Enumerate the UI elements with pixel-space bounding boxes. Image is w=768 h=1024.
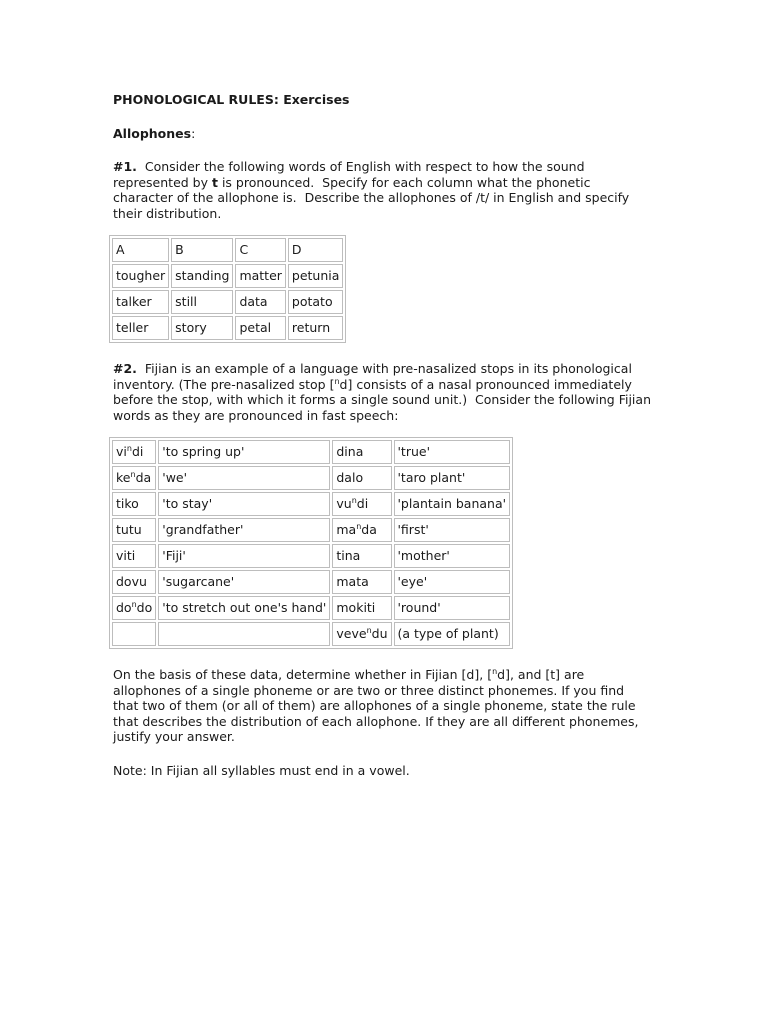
word-part: da xyxy=(135,470,152,486)
table-cell: talker xyxy=(112,290,169,314)
gloss-cell: 'first' xyxy=(394,518,511,542)
fijian-word-cell xyxy=(332,622,391,646)
prenasal-mark: n xyxy=(351,496,357,506)
table-row xyxy=(112,596,510,620)
table-cell: C xyxy=(235,238,285,262)
word-part: vu xyxy=(336,496,352,512)
word-part: vi xyxy=(116,444,127,460)
word-part: mokiti xyxy=(336,600,376,616)
gloss-cell: 'to spring up' xyxy=(158,440,330,464)
word-part: veve xyxy=(336,626,367,642)
table-cell: matter xyxy=(235,264,285,288)
exercise-1-bold-t: t xyxy=(211,174,218,190)
word-part: dalo xyxy=(336,470,364,486)
gloss-cell: 'plantain banana' xyxy=(394,492,511,516)
fijian-words-table xyxy=(109,437,513,649)
english-t-table xyxy=(109,235,346,343)
basis-text-b: d], and [t] are allophones of a single phoneme or are two or three distinct phonemes. If you find that two of them (or all of them) are allophones of a single phoneme, state the rule that describes the distribution of each allophone. If they are all different phonemes, justify your answer. xyxy=(113,667,639,744)
gloss-cell: 'true' xyxy=(394,440,511,464)
section-colon: : xyxy=(191,125,196,141)
table-cell: D xyxy=(288,238,344,262)
fijian-word-cell xyxy=(332,518,391,542)
table-row xyxy=(112,264,343,288)
table-cell: A xyxy=(112,238,169,262)
gloss-cell: 'sugarcane' xyxy=(158,570,330,594)
word-part: tina xyxy=(336,548,361,564)
gloss-cell: 'to stay' xyxy=(158,492,330,516)
table-row xyxy=(112,290,343,314)
word-part: di xyxy=(131,444,144,460)
table-row xyxy=(112,518,510,542)
basis-paragraph xyxy=(113,667,653,745)
table-row xyxy=(112,316,343,340)
section-heading xyxy=(113,126,653,142)
table-cell: story xyxy=(171,316,233,340)
word-part: do xyxy=(136,600,153,616)
word-part: viti xyxy=(116,548,136,564)
word-part: ke xyxy=(116,470,131,486)
exercise-1-text xyxy=(113,159,653,221)
fijian-word-cell xyxy=(112,492,156,516)
table-cell: still xyxy=(171,290,233,314)
fijian-word-cell xyxy=(112,544,156,568)
table-cell: petal xyxy=(235,316,285,340)
fijian-word-cell xyxy=(112,622,156,646)
exercise-1-text-b: is pronounced. Specify for each column what the phonetic character of the allophone is. Describe the allophones of /t/ in English and specify their distribution. xyxy=(113,174,634,221)
fijian-word-cell xyxy=(112,570,156,594)
table-row xyxy=(112,622,510,646)
gloss-cell: 'we' xyxy=(158,466,330,490)
gloss-cell xyxy=(158,622,330,646)
gloss-cell: (a type of plant) xyxy=(394,622,511,646)
word-part: tiko xyxy=(116,496,139,512)
word-part: tutu xyxy=(116,522,142,538)
exercise-2-text xyxy=(113,361,653,423)
word-part: di xyxy=(356,496,369,512)
table-cell: potato xyxy=(288,290,344,314)
gloss-cell: 'to stretch out one's hand' xyxy=(158,596,330,620)
exercise-1-text-a: Consider the following words of English with respect to how the sound represented by xyxy=(113,159,589,190)
fijian-word-cell xyxy=(332,440,391,464)
gloss-cell: 'eye' xyxy=(394,570,511,594)
gloss-cell: 'mother' xyxy=(394,544,511,568)
table-row xyxy=(112,466,510,490)
fijian-word-cell xyxy=(112,596,156,620)
exercise-2-text-b: d] consists of a nasal pronounced immediately before the stop, with which it forms a single sound unit.) Consider the following Fijian words as they are pronounced in fast speech: xyxy=(113,376,655,423)
word-part: ma xyxy=(336,522,357,538)
fijian-word-cell xyxy=(332,544,391,568)
prenasal-mark: n xyxy=(126,444,132,454)
gloss-cell: 'taro plant' xyxy=(394,466,511,490)
table-cell: tougher xyxy=(112,264,169,288)
gloss-cell: 'grandfather' xyxy=(158,518,330,542)
prenasal-mark: n xyxy=(131,600,137,610)
document-page xyxy=(113,92,653,778)
table-cell: data xyxy=(235,290,285,314)
exercise-1-number: #1. xyxy=(113,159,137,174)
fijian-word-cell xyxy=(332,492,391,516)
word-part: dovu xyxy=(116,574,147,590)
word-part: du xyxy=(371,626,388,642)
word-part: dina xyxy=(336,444,364,460)
basis-text-a: On the basis of these data, determine whether in Fijian [d], [ xyxy=(113,667,493,682)
word-part: do xyxy=(116,600,132,616)
prenasal-mark: n xyxy=(366,626,372,636)
word-part: mata xyxy=(336,574,369,590)
exercise-2-number: #2. xyxy=(113,361,137,376)
fijian-word-cell xyxy=(332,570,391,594)
note-paragraph: Note: In Fijian all syllables must end in a vowel. xyxy=(113,762,410,778)
fijian-word-cell xyxy=(112,440,156,464)
table-cell: standing xyxy=(171,264,233,288)
table-cell: B xyxy=(171,238,233,262)
fijian-word-cell xyxy=(112,466,156,490)
table-cell: petunia xyxy=(288,264,344,288)
table-row xyxy=(112,544,510,568)
table-row xyxy=(112,440,510,464)
page-title: PHONOLOGICAL RULES: Exercises xyxy=(113,92,350,107)
table-row xyxy=(112,492,510,516)
prenasal-mark: n xyxy=(130,470,136,480)
exercise-2-text-a: Fijian is an example of a language with pre-nasalized stops in its phonological inventory. (The pre-nasalized stop [ xyxy=(113,361,636,392)
section-label: Allophones xyxy=(113,125,192,141)
table-cell: teller xyxy=(112,316,169,340)
fijian-word-cell xyxy=(332,466,391,490)
table-cell: return xyxy=(288,316,344,340)
prenasal-superscript: n xyxy=(334,376,340,386)
fijian-word-cell xyxy=(112,518,156,542)
fijian-word-cell xyxy=(332,596,391,620)
gloss-cell: 'Fiji' xyxy=(158,544,330,568)
table-row xyxy=(112,570,510,594)
prenasal-mark: n xyxy=(356,522,362,532)
table-header-row xyxy=(112,238,343,262)
basis-superscript: n xyxy=(492,667,498,676)
word-part: da xyxy=(361,522,377,538)
gloss-cell: 'round' xyxy=(394,596,511,620)
